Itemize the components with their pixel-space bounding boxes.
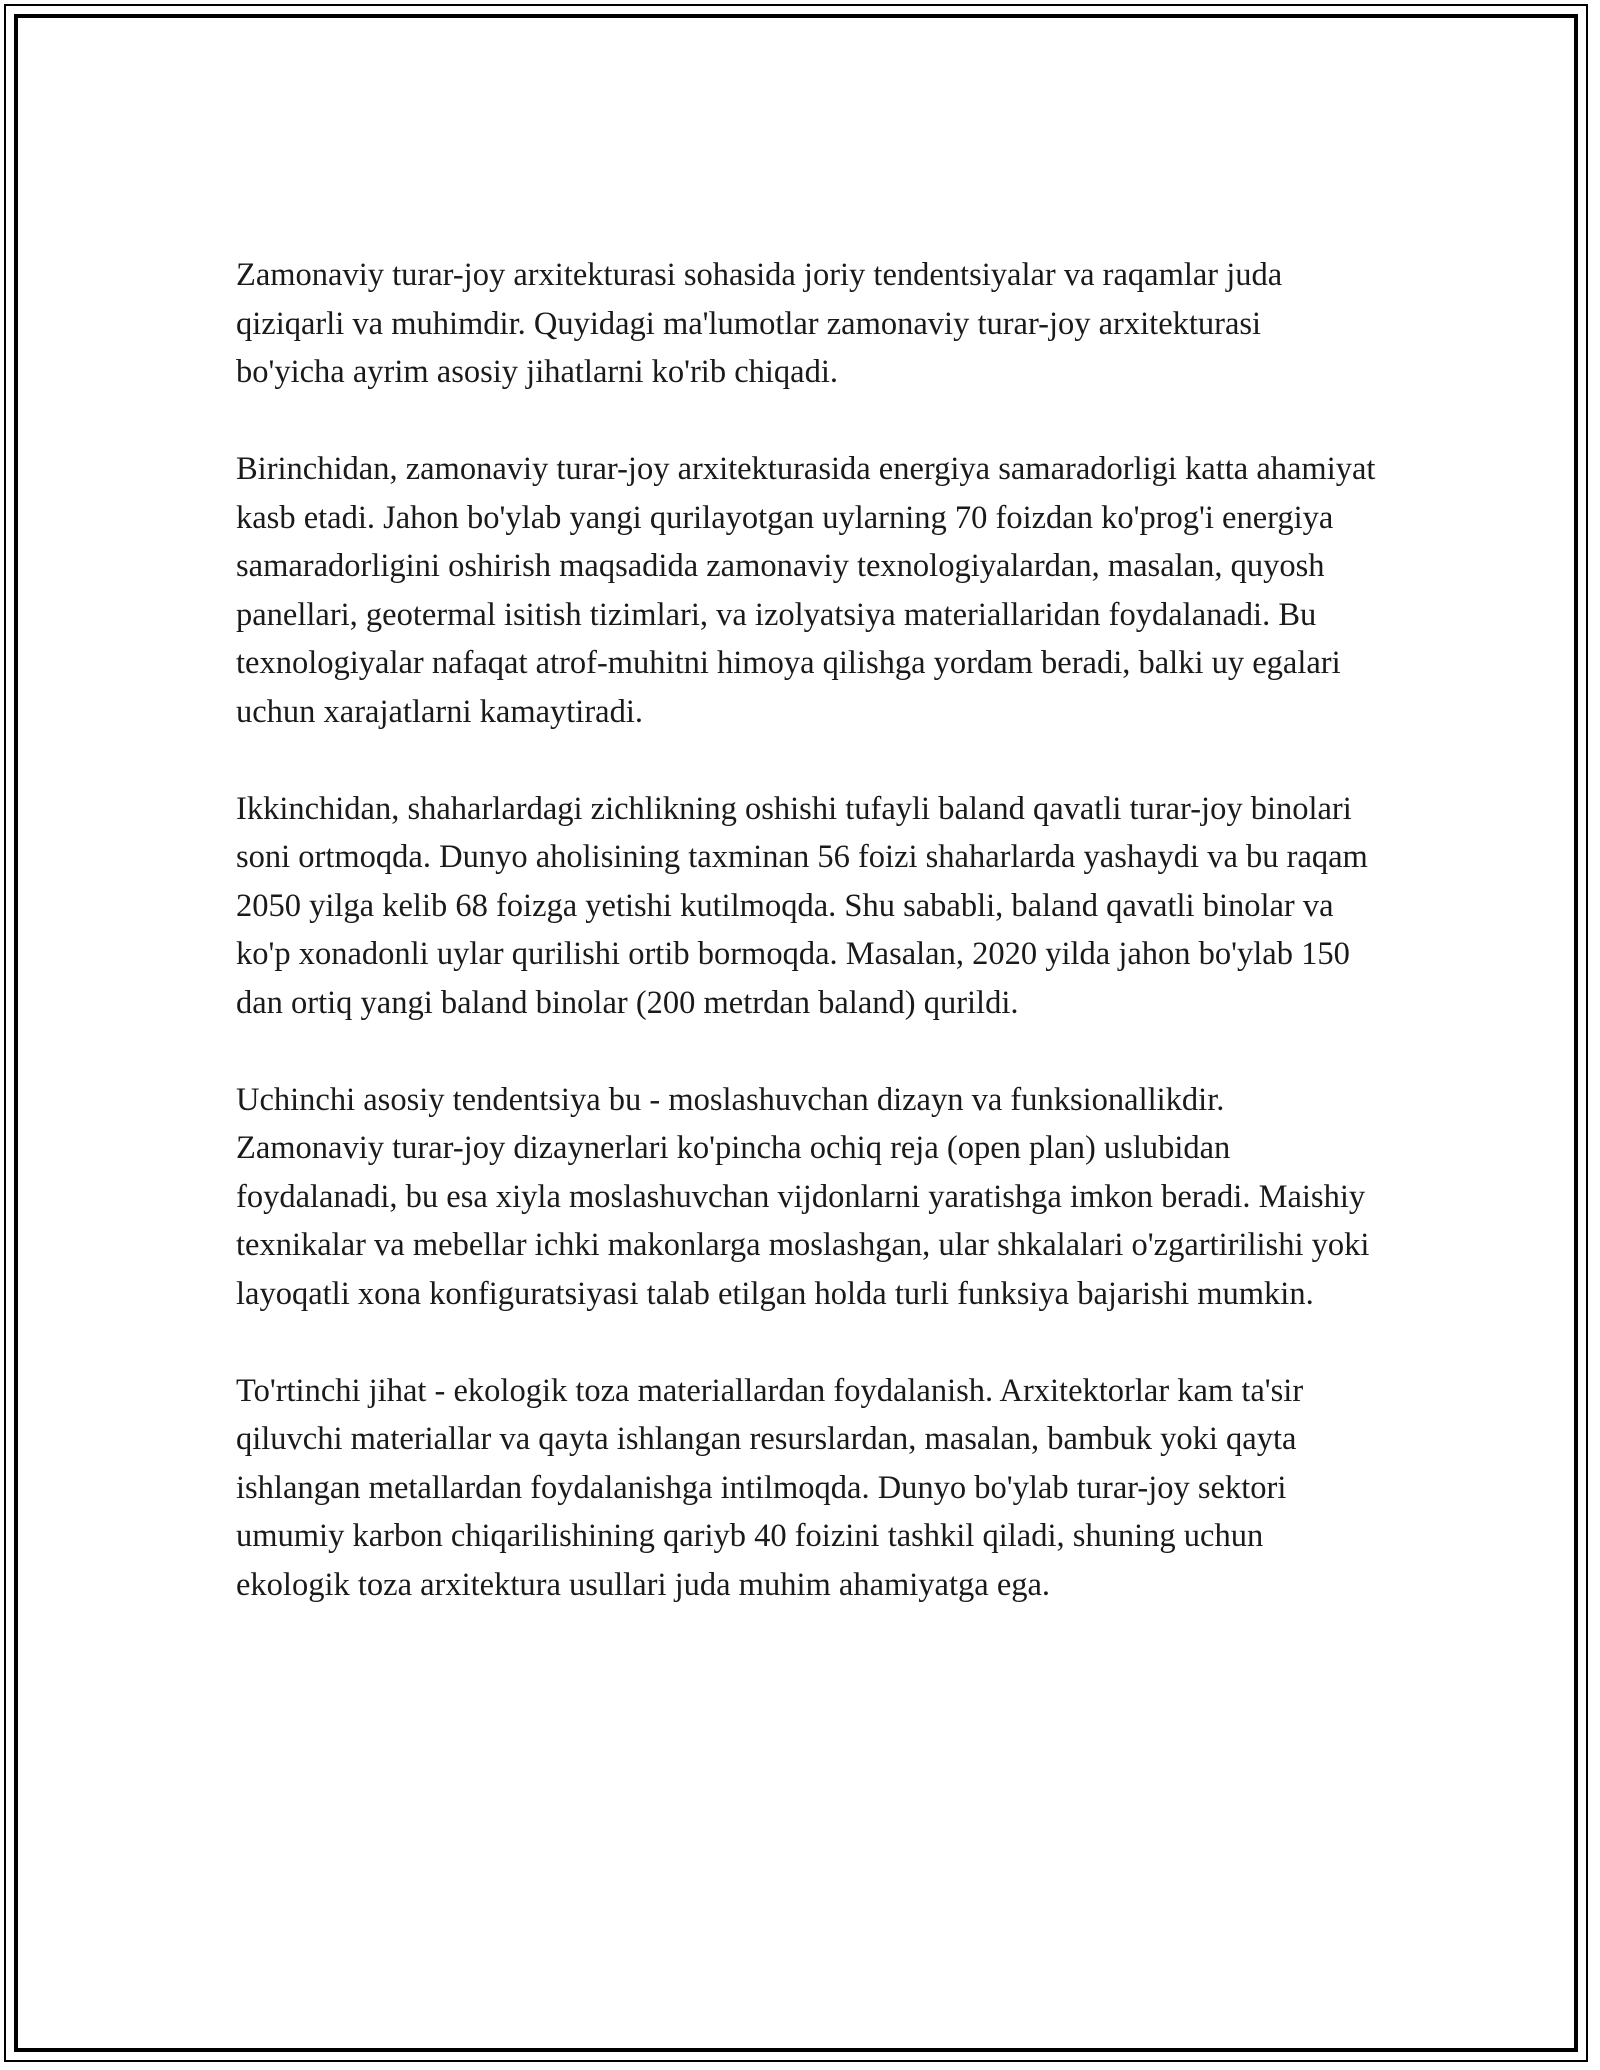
paragraph-flexible-design: Uchinchi asosiy tendentsiya bu - moslashuvchan dizayn va funksionallikdir. Zamonaviy turar-joy dizaynerlari ko'pincha ochiq reja (open plan) uslubidan foydalanadi, bu esa xiyla moslashuvchan vijdonlarni yaratishga imkon beradi. Maishiy texnikalar va mebellar ichki makonlarga moslashgan, ular shkalalari o'zgartirilishi yoki layoqatli xona konfiguratsiyasi talab etilgan holda turli funksiya bajarishi mumkin. — [236, 1081, 1370, 1312]
paragraph-eco-materials: To'rtinchi jihat - ekologik toza materiallardan foydalanish. Arxitektorlar kam ta'sir qiluvchi materiallar va qayta ishlangan resurslardan, masalan, bambuk yoki qayta ishlangan metallardan foydalanishga intilmoqda. Dunyo bo'ylab turar-joy sektori umumiy karbon chiqarilishining qariyb 40 foizini tashkil qiladi, shuning uchun ekologik toza arxitektura usullari juda muhim ahamiyatga ega. — [236, 1372, 1304, 1603]
paragraph-intro: Zamonaviy turar-joy arxitekturasi sohasida joriy tendentsiyalar va raqamlar juda qiziqarli va muhimdir. Quyidagi ma'lumotlar zamonaviy turar-joy arxitekturasi bo'yicha ayrim asosiy jihatlarni ko'rib chiqadi. — [236, 257, 1283, 390]
document-body — [236, 251, 1376, 1609]
paragraph-energy-efficiency: Birinchidan, zamonaviy turar-joy arxitekturasida energiya samaradorligi katta ahamiyat kasb etadi. Jahon bo'ylab yangi qurilayotgan uylarning 70 foizdan ko'prog'i energiya samaradorligini oshirish maqsadida zamonaviy texnologiyalardan, masalan, quyosh panellari, geotermal isitish tizimlari, va izolyatsiya materiallaridan foydalanadi. Bu texnologiyalar nafaqat atrof-muhitni himoya qilishga yordam beradi, balki uy egalari uchun xarajatlarni kamaytiradi. — [236, 451, 1376, 730]
paragraph-high-rise: Ikkinchidan, shaharlardagi zichlikning oshishi tufayli baland qavatli turar-joy binolari soni ortmoqda. Dunyo aholisining taxminan 56 foizi shaharlarda yashaydi va bu raqam 2050 yilga kelib 68 foizga yetishi kutilmoqda. Shu sababli, baland qavatli binolar va ko'p xonadonli uylar qurilishi ortib bormoqda. Masalan, 2020 yilda jahon bo'ylab 150 dan ortiq yangi baland binolar (200 metrdan baland) qurildi. — [236, 790, 1368, 1021]
